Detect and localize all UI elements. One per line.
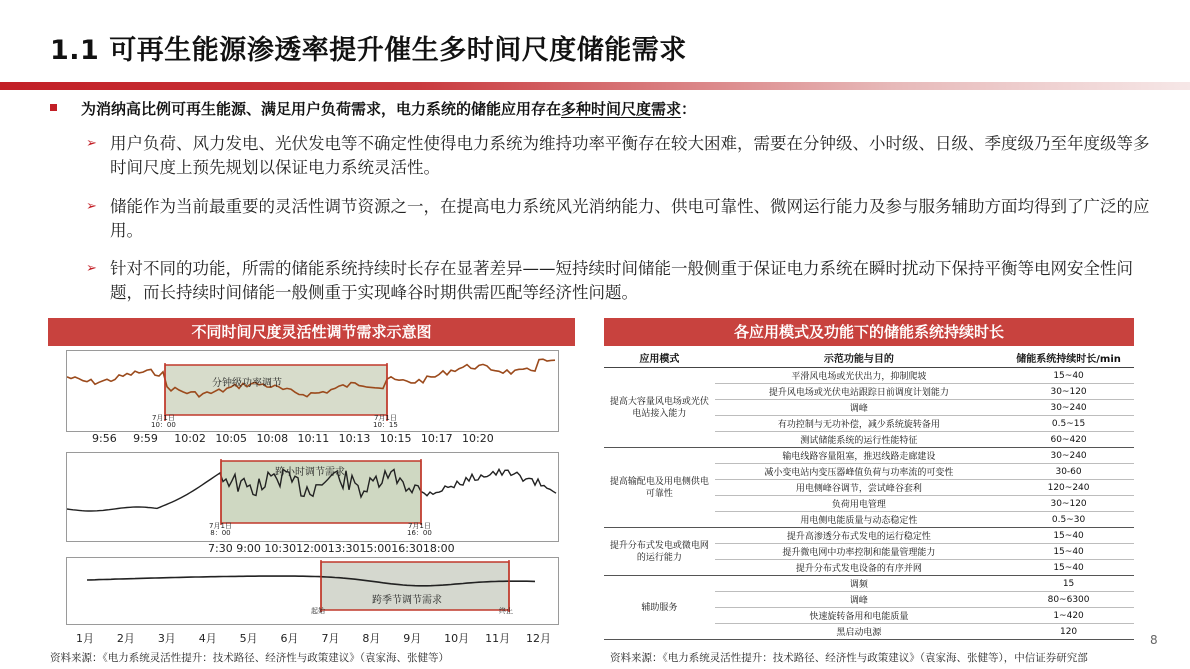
table-cell-mode: 提高输配电及用电侧供电可靠性 — [604, 448, 715, 528]
axis-tick-label: 1月 — [76, 632, 94, 645]
axis-tick-label: 10:05 — [215, 432, 248, 445]
hour-chart-start-label: 7月1日 8：00 — [209, 522, 232, 537]
table-cell-func: 减小变电站内变压器峰值负荷与功率流的可变性 — [715, 464, 1003, 480]
axis-tick-label: 7月 — [321, 632, 340, 645]
sub-bullet-text: 针对不同的功能，所需的储能系统持续时长存在显著差异——短持续时间储能一般侧重于保证电力系统在瞬时扰动下保持平衡等电网安全性问题，而长持续时间储能一般侧重于实现峰谷时期供需匹配等经济性问题。 — [110, 259, 1133, 302]
arrow-bullet-icon: ➢ — [86, 199, 97, 214]
table-cell-func: 调频 — [715, 576, 1003, 592]
table-cell-duration: 60~420 — [1003, 432, 1134, 448]
sub-bullet-2 — [86, 195, 1150, 243]
hour-chart-end-label: 7月1日 16：00 — [407, 522, 432, 537]
axis-tick-label: 10:20 — [462, 432, 494, 445]
title-divider — [0, 82, 1190, 90]
axis-tick-label: 4月 — [198, 632, 217, 645]
table-cell-func: 用电侧电能质量与动态稳定性 — [715, 512, 1003, 528]
table-cell-duration: 80~6300 — [1003, 592, 1134, 608]
season-chart-end-label: 终止 — [499, 607, 513, 615]
table-cell-func: 测试储能系统的运行性能特征 — [715, 432, 1003, 448]
axis-tick-label: 11月 — [485, 632, 511, 645]
minute-chart-end-label: 7月1日 10：15 — [373, 414, 398, 429]
sub-bullet-text: 用户负荷、风力发电、光伏发电等不确定性使得电力系统为维持功率平衡存在较大困难，需要在分钟级、小时级、日级、季度级乃至年度级等多时间尺度上预先规划以保证电力系统灵活性。 — [110, 134, 1150, 177]
main-bullet — [50, 98, 696, 119]
table-cell-mode: 提升分布式发电或微电网的运行能力 — [604, 528, 715, 576]
table-cell-func: 输电线路容量阻塞，推迟线路走廊建设 — [715, 448, 1003, 464]
sub-bullet-1 — [86, 132, 1150, 180]
table-cell-func: 有功控制与无功补偿，减少系统旋转备用 — [715, 416, 1003, 432]
table-cell-duration: 1~420 — [1003, 608, 1134, 624]
axis-tick-label: 10:13 — [338, 432, 371, 445]
table-cell-duration: 30-60 — [1003, 464, 1134, 480]
table-cell-duration: 0.5~15 — [1003, 416, 1134, 432]
hour-chart — [66, 452, 559, 542]
col-header-mode: 应用模式 — [604, 348, 715, 368]
axis-tick-label: 12月 — [526, 632, 551, 645]
axis-tick-label: 3月 — [157, 632, 176, 645]
table-row — [604, 576, 1134, 592]
table-header-row — [604, 348, 1134, 368]
table-cell-duration: 30~240 — [1003, 400, 1134, 416]
axis-tick-label: 2月 — [116, 632, 135, 645]
table-cell-func: 黑启动电源 — [715, 624, 1003, 640]
axis-tick-label: 9:59 — [133, 432, 158, 445]
col-header-func: 示范功能与目的 — [715, 348, 1003, 368]
arrow-bullet-icon: ➢ — [86, 261, 97, 276]
axis-tick-label: 10:08 — [256, 432, 289, 445]
table-cell-func: 用电侧峰谷调节，尝试峰谷套利 — [715, 480, 1003, 496]
main-bullet-prefix: 为消纳高比例可再生能源、满足用户负荷需求，电力系统的储能应用存在 — [81, 100, 562, 118]
table-cell-mode: 提高大容量风电场或光伏电站接入能力 — [604, 368, 715, 448]
axis-tick-label: 9:56 — [92, 432, 117, 445]
left-panel-header: 不同时间尺度灵活性调节需求示意图 — [48, 318, 575, 346]
season-chart-start-label: 起始 — [311, 607, 325, 615]
hour-chart-axis: 7:30 9:00 10:3012:0013:3015:0016:3018:00 — [208, 542, 455, 555]
minute-chart — [66, 350, 559, 432]
minute-chart-svg — [67, 351, 558, 431]
table-cell-func: 提升风电场或光伏电站跟踪日前调度计划能力 — [715, 384, 1003, 400]
right-source: 资料来源：《电力系统灵活性提升：技术路径、经济性与政策建议》（袁家海、张健等），中信证券研究部 — [610, 652, 1088, 664]
axis-tick-label: 5月 — [239, 632, 258, 645]
table-cell-func: 快速旋转备用和电能质量 — [715, 608, 1003, 624]
table-cell-duration: 15~40 — [1003, 528, 1134, 544]
table-cell-duration: 15~40 — [1003, 544, 1134, 560]
table-cell-func: 提升分布式发电设备的有序并网 — [715, 560, 1003, 576]
axis-tick-label: 9月 — [403, 632, 422, 645]
hour-chart-label: 跨小时调节需求 — [275, 467, 345, 478]
square-bullet-icon — [50, 104, 57, 111]
axis-tick-label: 10:15 — [379, 432, 412, 445]
table-cell-func: 负荷用电管理 — [715, 496, 1003, 512]
table-cell-duration: 120~240 — [1003, 480, 1134, 496]
table-cell-duration: 15~40 — [1003, 368, 1134, 384]
col-header-duration: 储能系统持续时长/min — [1003, 348, 1134, 368]
table-row — [604, 448, 1134, 464]
axis-tick-label: 10:17 — [420, 432, 453, 445]
table-row — [604, 528, 1134, 544]
main-bullet-emphasis: 多种时间尺度需求 — [561, 100, 682, 118]
axis-tick-label: 10:02 — [174, 432, 206, 445]
sub-bullet-text: 储能作为当前最重要的灵活性调节资源之一，在提高电力系统风光消纳能力、供电可靠性、微网运行能力及参与服务辅助方面均得到了广泛的应用。 — [110, 197, 1150, 240]
table-cell-duration: 0.5~30 — [1003, 512, 1134, 528]
right-panel-header: 各应用模式及功能下的储能系统持续时长 — [604, 318, 1134, 346]
left-source: 资料来源：《电力系统灵活性提升：技术路径、经济性与政策建议》（袁家海、张健等） — [50, 652, 449, 664]
axis-tick-label: 10:11 — [297, 432, 330, 445]
table-row — [604, 368, 1134, 384]
table-cell-duration: 30~120 — [1003, 384, 1134, 400]
minute-chart-highlight — [165, 365, 387, 415]
season-chart-label: 跨季节调节需求 — [372, 595, 442, 606]
axis-tick-label: 10月 — [444, 632, 470, 645]
table-cell-func: 平滑风电场或光伏出力，抑制爬坡 — [715, 368, 1003, 384]
sub-bullet-3 — [86, 257, 1150, 305]
table-cell-duration: 15~40 — [1003, 560, 1134, 576]
season-chart — [66, 557, 559, 625]
table-cell-duration: 15 — [1003, 576, 1134, 592]
table-cell-duration: 30~120 — [1003, 496, 1134, 512]
table-cell-func: 提升高渗透分布式发电的运行稳定性 — [715, 528, 1003, 544]
axis-tick-label: 8月 — [362, 632, 381, 645]
page-number: 8 — [1150, 633, 1158, 647]
minute-chart-start-label: 7月1日 10：00 — [151, 414, 176, 429]
table-cell-duration: 30~240 — [1003, 448, 1134, 464]
table-cell-mode: 辅助服务 — [604, 576, 715, 640]
minute-chart-label: 分钟级功率调节 — [212, 378, 282, 389]
table-cell-func: 调峰 — [715, 592, 1003, 608]
duration-table — [604, 348, 1134, 640]
table-cell-duration: 120 — [1003, 624, 1134, 640]
axis-tick-label: 6月 — [280, 632, 299, 645]
table-cell-func: 调峰 — [715, 400, 1003, 416]
table-cell-func: 提升微电网中功率控制和能量管理能力 — [715, 544, 1003, 560]
main-bullet-suffix: ： — [681, 100, 697, 118]
arrow-bullet-icon: ➢ — [86, 136, 97, 151]
page-title: 1.1 可再生能源渗透率提升催生多时间尺度储能需求 — [50, 35, 687, 66]
